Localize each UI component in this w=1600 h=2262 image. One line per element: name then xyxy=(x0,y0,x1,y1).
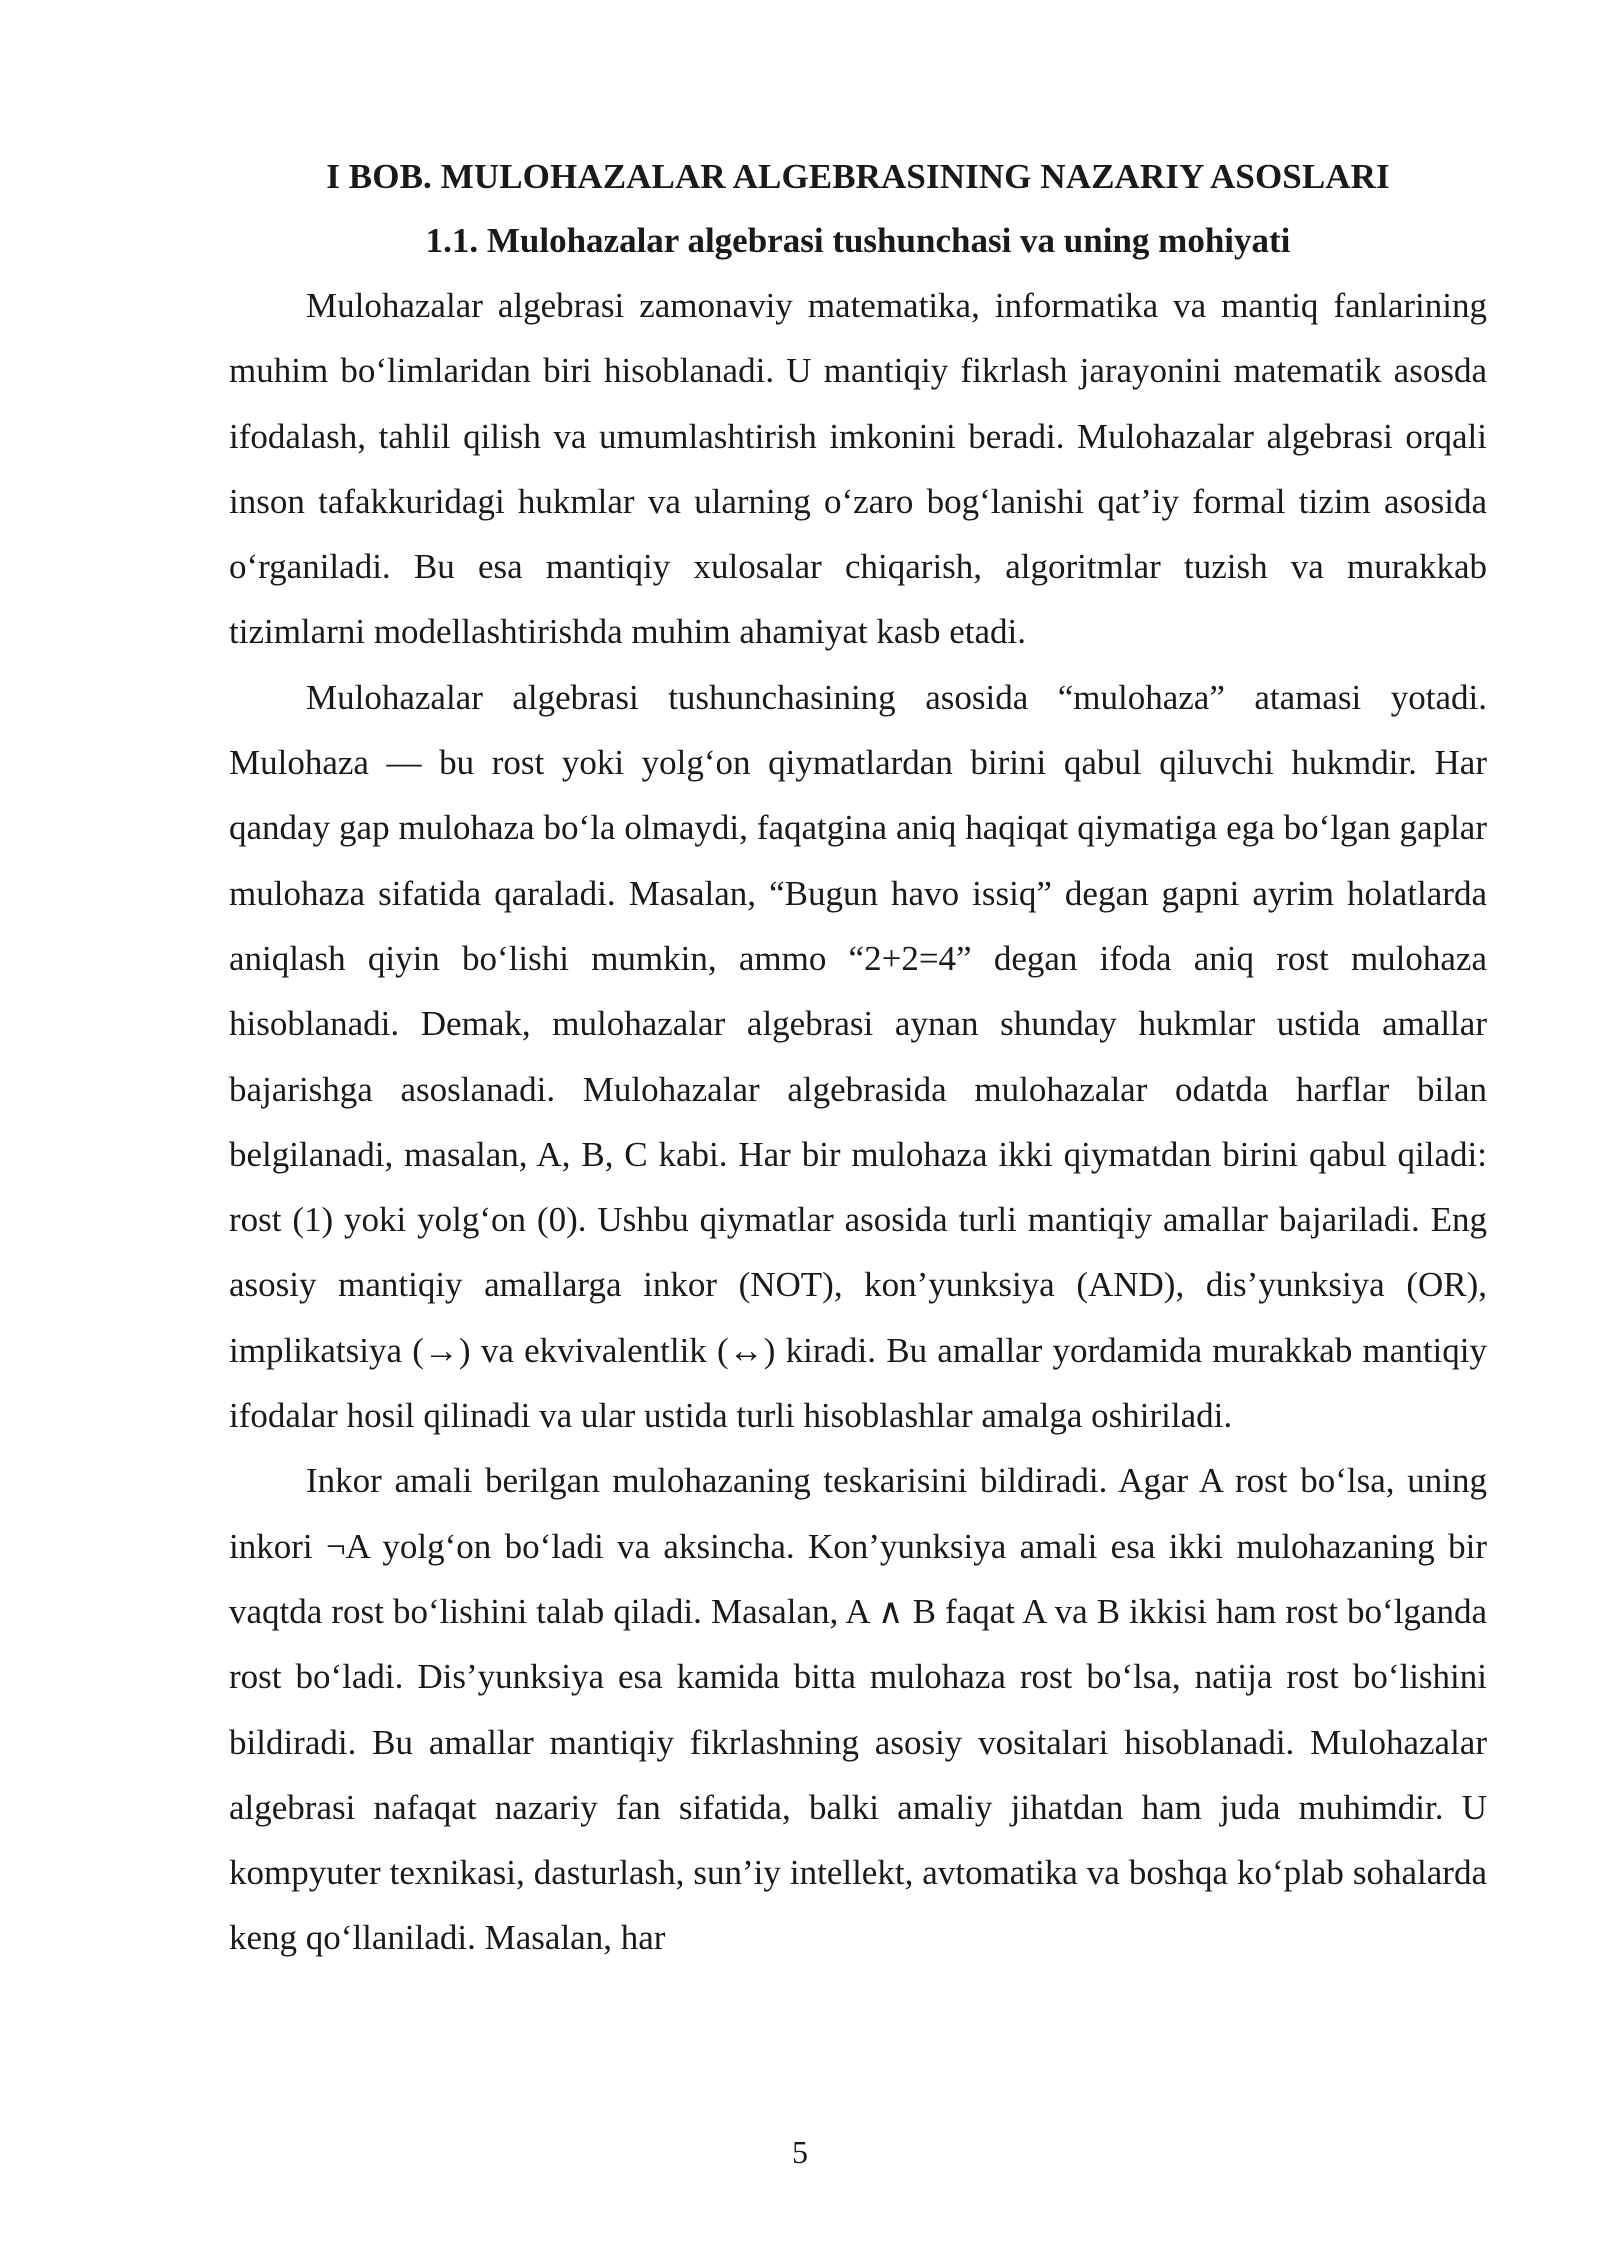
paragraph-1: Mulohazalar algebrasi zamonaviy matematika, informatika va mantiq fanlarining muhim bo‘limlaridan biri hisoblanadi. U mantiqiy fikrlash jarayonini matematik asosda ifodalash, tahlil qilish va umumlashtirish imkonini beradi. Mulohazalar algebrasi orqali inson tafakkuridagi hukmlar va ularning o‘zaro bog‘lanishi qat’iy formal tizim asosida o‘rganiladi. Bu esa mantiqiy xulosalar chiqarish, algoritmlar tuzish va murakkab tizimlarni modellashtirishda muhim ahamiyat kasb etadi. xyxy=(229,286,1487,652)
paragraph-2: Mulohazalar algebrasi tushunchasining asosida “mulohaza” atamasi yotadi. Mulohaza — bu rost yoki yolg‘on qiymatlardan birini qabul qiluvchi hukmdir. Har qanday gap mulohaza bo‘la olmaydi, faqatgina aniq haqiqat qiymatiga ega bo‘lgan gaplar mulohaza sifatida qaraladi. Masalan, “Bugun havo issiq” degan gapni ayrim holatlarda aniqlash qiyin bo‘lishi mumkin, ammo “2+2=4” degan ifoda aniq rost mulohaza hisoblanadi. Demak, mulohazalar algebrasi aynan shunday hukmlar ustida amallar bajarishga asoslanadi. Mulohazalar algebrasida mulohazalar odatda harflar bilan belgilanadi, masalan, A, B, C kabi. Har bir mulohaza ikki qiymatdan birini qabul qiladi: rost (1) yoki yolg‘on (0). Ushbu qiymatlar asosida turli mantiqiy amallar bajariladi. Eng asosiy mantiqiy amallarga inkor (NOT), kon’yunksiya (AND), dis’yunksiya (OR), implikatsiya (→) va ekvivalentlik (↔) kiradi. Bu amallar yordamida murakkab mantiqiy ifodalar hosil qilinadi va ular ustida turli hisoblashlar amalga oshiriladi. xyxy=(229,677,1487,1436)
section-title: 1.1. Mulohazalar algebrasi tushunchasi va uning mohiyati xyxy=(425,221,1291,260)
chapter-title: I BOB. MULOHAZALAR ALGEBRASINING NAZARIY ASOSLARI xyxy=(326,157,1390,196)
paragraph-3: Inkor amali berilgan mulohazaning teskarisini bildiradi. Agar A rost bo‘lsa, uning inkori ¬A yolg‘on bo‘ladi va aksincha. Kon’yunksiya amali esa ikki mulohazaning bir vaqtda rost bo‘lishini talab qiladi. Masalan, A ∧ B faqat A va B ikkisi ham rost bo‘lganda rost bo‘ladi. Dis’yunksiya esa kamida bitta mulohaza rost bo‘lsa, natija rost bo‘lishini bildiradi. Bu amallar mantiqiy fikrlashning asosiy vositalari hisoblanadi. Mulohazalar algebrasi nafaqat nazariy fan sifatida, balki amaliy jihatdan ham juda muhimdir. U kompyuter texnikasi, dasturlash, sun’iy intellekt, avtomatika va boshqa ko‘plab sohalarda keng qo‘llaniladi. Masalan, har xyxy=(229,1461,1487,1958)
page-number: 5 xyxy=(792,2134,808,2170)
document-page xyxy=(229,145,1487,1971)
